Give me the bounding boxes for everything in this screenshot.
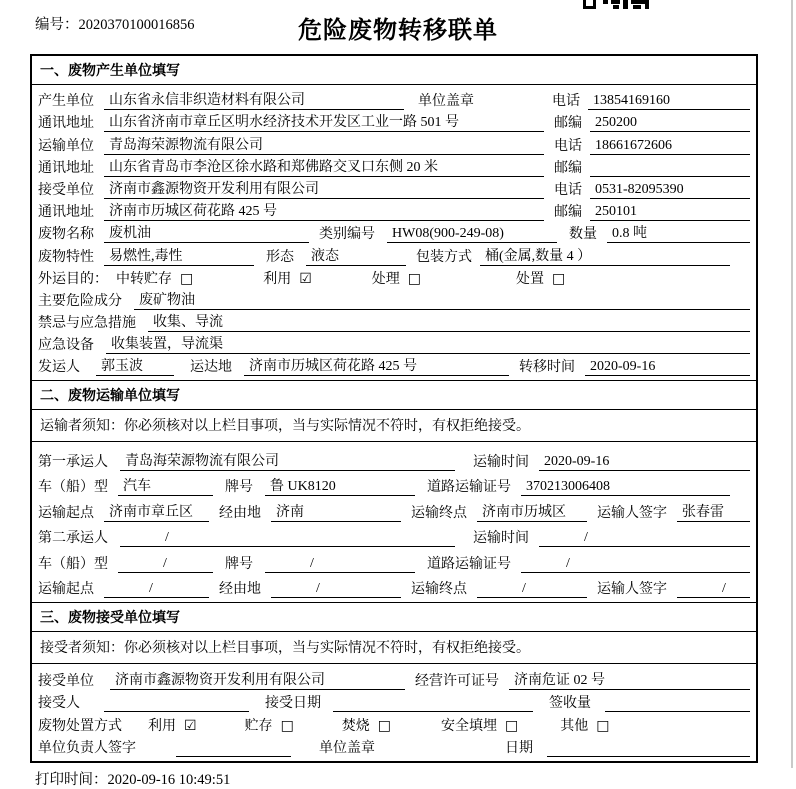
- phone1-value: 13854169160: [588, 93, 750, 110]
- receiver-address-row: [38, 199, 750, 221]
- consignor-row: [38, 354, 750, 376]
- time2-value: /: [539, 530, 750, 547]
- hazard-value: 废矿物油: [134, 289, 750, 310]
- print-time-value: 2020-09-16 10:49:51: [107, 772, 231, 789]
- checkbox-checked-icon: ☑: [299, 270, 312, 287]
- characteristics-value: 易燃性,毒性: [104, 245, 254, 266]
- address3-value: 济南市历城区荷花路 425 号: [104, 200, 544, 221]
- vehicle2-row: [38, 547, 750, 573]
- waste-name-value: 废机油: [104, 222, 309, 243]
- license2-value: /: [521, 556, 750, 573]
- consignor-label: 发运人: [38, 360, 80, 376]
- packaging-value: 桶(金属,数量 4 ）: [480, 245, 730, 266]
- receiver-notice: 接受者须知：你必须核对以上栏目事项，当与实际情况不符时，有权拒绝接受。: [32, 632, 756, 664]
- serial-number-line: [35, 13, 195, 34]
- end2-label: 运输终点: [411, 582, 467, 598]
- carrier1-row: [38, 445, 750, 471]
- section3-header: 三、废物接受单位填写: [32, 603, 756, 632]
- zip3-value: 250101: [590, 204, 750, 221]
- disposal-option-incinerate: [342, 715, 391, 735]
- quantity-value: 0.8 吨: [607, 222, 750, 243]
- option-label: 中转贮存: [116, 271, 172, 287]
- characteristics-label: 废物特性: [38, 249, 94, 265]
- time2-label: 运输时间: [473, 531, 529, 547]
- waste-characteristics-row: [38, 243, 750, 265]
- address3-label: 通讯地址: [38, 205, 94, 221]
- equipment-label: 应急设备: [38, 338, 94, 354]
- purpose-option-dispose: [516, 268, 565, 288]
- via1-label: 经由地: [219, 505, 261, 521]
- accept-unit-label: 接受单位: [38, 673, 94, 689]
- origin2-value: /: [104, 581, 209, 598]
- section3-body: [32, 664, 756, 761]
- quantity-label: 数量: [569, 227, 597, 243]
- section1-header: 一、废物产生单位填写: [32, 56, 756, 85]
- transporter-row: [38, 132, 750, 154]
- section2-body: [32, 442, 756, 603]
- carrier1-label: 第一承运人: [38, 454, 108, 470]
- received-qty-label: 签收量: [549, 696, 591, 712]
- acceptor-label: 接受人: [38, 696, 80, 712]
- address1-label: 通讯地址: [38, 116, 94, 132]
- sign2-value: /: [677, 581, 750, 598]
- print-time-label: 打印时间：: [35, 772, 108, 789]
- producer-label: 产生单位: [38, 94, 94, 110]
- transporter-address-row: [38, 155, 750, 177]
- disposal-option-other: [560, 715, 609, 735]
- section1-body: [32, 85, 756, 381]
- print-time-line: [35, 768, 796, 789]
- zip2-value: [590, 176, 750, 177]
- checkbox-icon: □: [377, 717, 392, 734]
- zip1-value: 250200: [590, 115, 750, 132]
- serial-label: 编号：: [35, 17, 79, 33]
- purpose-label: 外运目的：: [38, 271, 108, 287]
- vehicle2-value: /: [118, 556, 213, 573]
- plate1-label: 牌号: [225, 480, 253, 496]
- receiver-value: 济南市鑫源物资开发利用有限公司: [104, 178, 544, 199]
- plate1-value: 鲁 UK8120: [265, 475, 415, 496]
- purpose-option-treat: [372, 268, 421, 288]
- purpose-option-transfer-storage: [116, 268, 193, 288]
- precautions-row: [38, 310, 750, 332]
- checkbox-icon: □: [407, 270, 422, 287]
- option-label: 处置: [516, 271, 545, 287]
- document-header: [0, 0, 796, 46]
- address2-value: 山东省青岛市李沧区徐水路和郑佛路交叉口东侧 20 米: [104, 156, 544, 177]
- transfer-time-value: 2020-09-16: [585, 359, 750, 376]
- end1-value: 济南市历城区: [477, 501, 587, 522]
- plate2-label: 牌号: [225, 556, 253, 572]
- sign2-label: 运输人签字: [597, 582, 667, 598]
- license1-label: 道路运输证号: [427, 480, 511, 496]
- head-sign-label: 单位负责人签字: [38, 741, 136, 757]
- vehicle2-label: 车（船）型: [38, 556, 108, 572]
- transporter-value: 青岛海荣源物流有限公司: [104, 134, 544, 155]
- transporter-notice: 运输者须知：你必须核对以上栏目事项，当与实际情况不符时，有权拒绝接受。: [32, 410, 756, 442]
- option-label: 利用: [263, 271, 292, 287]
- destination-label: 运达地: [190, 360, 232, 376]
- origin1-label: 运输起点: [38, 505, 94, 521]
- checkbox-icon: □: [596, 717, 610, 734]
- category-value: HW08(900-249-08): [387, 226, 557, 243]
- received-qty-value: [605, 711, 750, 712]
- option-label: 其他: [560, 718, 589, 734]
- consignor-value: 郭玉波: [96, 355, 174, 376]
- waste-name-row: [38, 221, 750, 243]
- accept-date-value: [333, 711, 533, 712]
- address2-label: 通讯地址: [38, 160, 94, 176]
- checkbox-icon: □: [505, 717, 519, 734]
- route2-row: [38, 573, 750, 599]
- purpose-option-utilize: [263, 268, 312, 288]
- carrier1-value: 青岛海荣源物流有限公司: [120, 450, 455, 471]
- via2-value: /: [271, 581, 401, 598]
- option-label: 安全填埋: [441, 718, 498, 734]
- head-signature-row: [38, 735, 750, 758]
- vehicle1-label: 车（船）型: [38, 480, 108, 496]
- via2-label: 经由地: [219, 582, 261, 598]
- hazard-label: 主要危险成分: [38, 293, 122, 309]
- checkbox-icon: □: [552, 270, 566, 287]
- vehicle1-value: 汽车: [118, 475, 213, 496]
- license1-value: 370213006408: [521, 479, 730, 496]
- zip2-label: 邮编: [554, 160, 582, 176]
- receiver-row: [38, 177, 750, 199]
- transporter-label: 运输单位: [38, 138, 94, 154]
- disposal-method-row: [38, 712, 750, 735]
- manifest-form-table: [30, 54, 758, 763]
- precautions-label: 禁忌与应急措施: [38, 316, 136, 332]
- checkbox-icon: □: [280, 717, 294, 734]
- date-label: 日期: [505, 741, 533, 757]
- accept-unit-value: 济南市鑫源物资开发利用有限公司: [110, 669, 405, 690]
- page-title: 危险废物转移联单: [298, 17, 498, 44]
- carrier2-value: /: [120, 530, 455, 547]
- time1-value: 2020-09-16: [539, 454, 750, 471]
- accept-date-label: 接受日期: [265, 696, 321, 712]
- emergency-equipment-row: [38, 332, 750, 354]
- phone1-label: 电话: [552, 94, 580, 110]
- end2-value: /: [477, 581, 587, 598]
- seal-label: 单位盖章: [418, 94, 474, 110]
- plate2-value: /: [265, 556, 415, 573]
- sign1-label: 运输人签字: [597, 505, 667, 521]
- via1-value: 济南: [271, 501, 401, 522]
- disposal-option-landfill: [441, 715, 518, 735]
- phone2-value: 18661672606: [590, 138, 750, 155]
- form-value: 液态: [306, 245, 406, 266]
- equipment-value: 收集装置，导流渠: [106, 333, 750, 354]
- phone3-label: 电话: [554, 182, 582, 198]
- origin1-value: 济南市章丘区: [104, 501, 209, 522]
- receiver-label: 接受单位: [38, 182, 94, 198]
- origin2-label: 运输起点: [38, 582, 94, 598]
- transfer-time-label: 转移时间: [519, 360, 575, 376]
- acceptor-row: [38, 690, 750, 713]
- hazard-components-row: [38, 288, 750, 310]
- section2-header: 二、废物运输单位填写: [32, 381, 756, 410]
- carrier2-label: 第二承运人: [38, 531, 108, 547]
- end1-label: 运输终点: [411, 505, 467, 521]
- disposal-option-utilize: [148, 715, 197, 735]
- serial-value: 2020370100016856: [78, 17, 195, 33]
- address1-value: 山东省济南市章丘区明水经济技术开发区工业一路 501 号: [104, 111, 544, 132]
- waste-name-label: 废物名称: [38, 227, 94, 243]
- carrier2-row: [38, 522, 750, 548]
- option-label: 处理: [371, 271, 400, 287]
- producer-row: [38, 88, 750, 110]
- unit-seal-label: 单位盖章: [319, 741, 375, 757]
- option-label: 焚烧: [341, 718, 370, 734]
- permit-value: 济南危证 02 号: [509, 669, 750, 690]
- zip1-label: 邮编: [554, 116, 582, 132]
- route1-row: [38, 496, 750, 522]
- license2-label: 道路运输证号: [427, 556, 511, 572]
- option-label: 利用: [148, 718, 176, 734]
- page-edge-line: [791, 0, 793, 768]
- vehicle1-row: [38, 471, 750, 497]
- sign1-value: 张春雷: [677, 501, 750, 522]
- acceptor-value: [104, 711, 249, 712]
- destination-value: 济南市历城区荷花路 425 号: [244, 355, 509, 376]
- checkbox-checked-icon: ☑: [184, 717, 197, 734]
- date-value: [547, 756, 750, 757]
- form-label: 形态: [266, 249, 294, 265]
- producer-address-row: [38, 110, 750, 132]
- packaging-label: 包装方式: [416, 249, 472, 265]
- disposal-label: 废物处置方式: [38, 718, 122, 734]
- transport-purpose-row: [38, 266, 750, 288]
- option-label: 贮存: [244, 718, 273, 734]
- producer-value: 山东省永信非织造材料有限公司: [104, 89, 404, 110]
- accept-unit-row: [38, 667, 750, 690]
- precautions-value: 收集、导流: [148, 311, 750, 332]
- disposal-option-store: [245, 715, 294, 735]
- category-label: 类别编号: [319, 227, 375, 243]
- zip3-label: 邮编: [554, 205, 582, 221]
- phone2-label: 电话: [554, 138, 582, 154]
- time1-label: 运输时间: [473, 454, 529, 470]
- checkbox-icon: □: [180, 270, 194, 287]
- head-sign-value: [176, 756, 291, 757]
- phone3-value: 0531-82095390: [590, 182, 750, 199]
- permit-label: 经营许可证号: [415, 673, 499, 689]
